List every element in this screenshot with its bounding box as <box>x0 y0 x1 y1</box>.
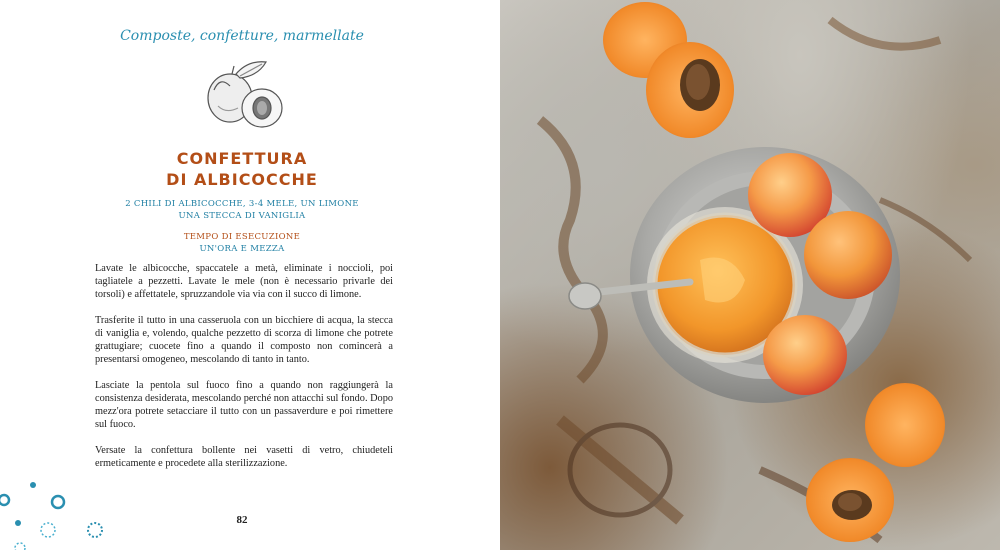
page-number: 82 <box>236 514 248 526</box>
instruction-paragraph: Lavate le albicocche, spaccatele a metà, eliminate i noccioli, poi tagliatele a pezzetti. Lavate le mele (non è necessario privarle dei torsoli) e affettatele, spruzzandole via via con il succo di limone. <box>95 263 393 300</box>
decorative-circles-icon <box>0 470 120 550</box>
recipe-instructions <box>95 262 393 483</box>
time-label: TEMPO DI ESECUZIONE <box>183 232 301 242</box>
apricot-jam-photo <box>500 0 1000 550</box>
ingredients <box>0 198 484 222</box>
ingredients-line2: UNA STECCA DI VANIGLIA <box>178 211 306 221</box>
ingredients-line1: 2 CHILI DI ALBICOCCHE, 3-4 MELE, UN LIMONE <box>125 199 359 209</box>
recipe-title-line1: CONFETTURA <box>176 149 308 168</box>
instruction-paragraph: Lasciate la pentola sul fuoco fino a quando non raggiungerà la consistenza desiderata, mescolando perché non attacchi sul fondo. Dopo mezz'ora potrete setacciare il tutto con un passaverdure e poi rimettere sul fuoco. <box>95 380 393 430</box>
photo-illustration <box>500 0 1000 550</box>
instruction-paragraph: Trasferite il tutto in una casseruola con un bicchiere di acqua, la stecca di vaniglia e, volendo, qualche pezzetto di scorza di limone che potrete grattugiare; cuocete fino a quando il composto non comincerà a presentarsi omogeneo, mescolando di tanto in tanto. <box>95 315 393 365</box>
recipe-title-line2: DI ALBICOCCHE <box>166 170 318 189</box>
recipe-title <box>0 148 484 190</box>
instruction-paragraph: Versate la confettura bollente nei vasetti di vetro, chiudeteli ermeticamente e procedete alla sterilizzazione. <box>95 445 393 469</box>
preparation-time <box>0 231 484 255</box>
section-title: Composte, confetture, marmellate <box>120 28 364 44</box>
time-value: UN'ORA E MEZZA <box>199 244 285 254</box>
apricot-illustration-icon <box>200 56 290 134</box>
